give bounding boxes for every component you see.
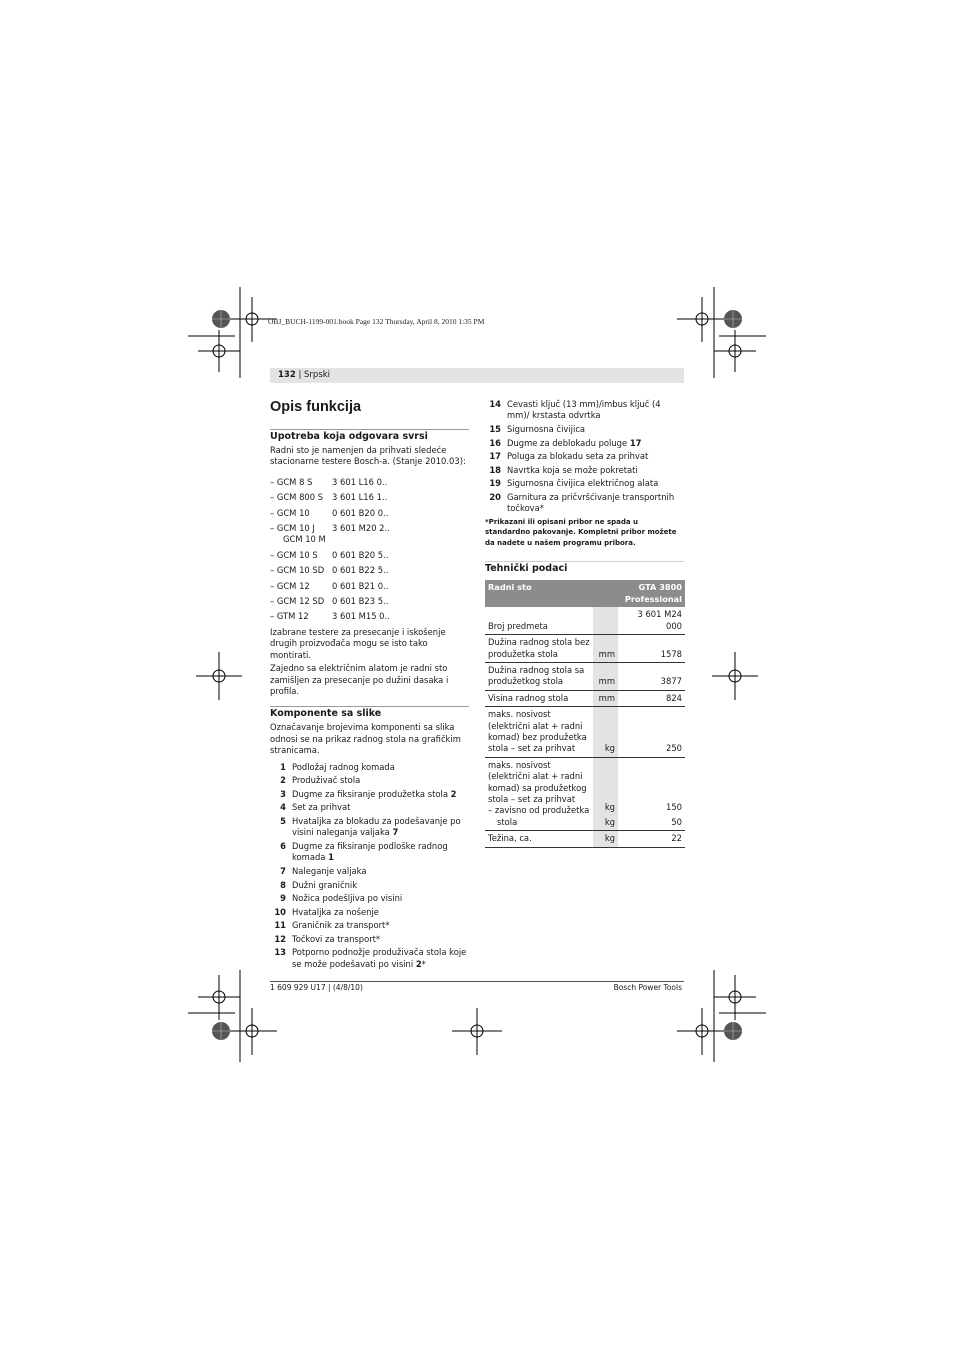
component-label: Podložaj radnog komada [292, 761, 395, 772]
tech-table-row [485, 635, 685, 663]
component-number: 15 [489, 424, 501, 434]
tech-table-row [485, 757, 685, 830]
component-text [292, 947, 469, 970]
component-item [270, 866, 469, 877]
tech-table-row [485, 831, 685, 847]
tech-row-unit-line: kg [604, 802, 615, 813]
component-number: 19 [489, 478, 501, 489]
component-number: 5 [280, 815, 286, 826]
tech-row-value: 1578 [618, 635, 685, 663]
component-text [292, 934, 469, 945]
section-rule [485, 561, 684, 562]
component-reference: 2 [415, 958, 422, 969]
saw-model-name-line: – GCM 8 S [270, 476, 313, 487]
model-line: Professional [624, 593, 682, 604]
component-reference: 7 [392, 827, 399, 838]
tech-row-value: 22 [618, 831, 685, 847]
saw-model-name [270, 477, 332, 488]
saw-model-code: 3 601 L16 1.. [332, 492, 388, 503]
component-text [292, 907, 469, 918]
component-reference: 1 [328, 852, 334, 863]
section-title-components: Komponente sa slike [270, 708, 382, 720]
component-label: Dugme za fiksiranje podloške radnog komada [292, 840, 448, 863]
saw-model-name [270, 596, 332, 607]
saw-model-name-line: – GTM 12 [270, 611, 309, 622]
component-number: 3 [280, 788, 286, 799]
component-item [485, 478, 684, 489]
saw-model-row [270, 508, 469, 519]
component-text [292, 880, 469, 891]
component-item [270, 880, 469, 891]
saw-model-row [270, 581, 469, 592]
component-item [270, 762, 469, 773]
tech-row-unit-line: kg [604, 816, 615, 827]
saw-model-row [270, 550, 469, 561]
component-label: Potporno podnožje produživača stola koje se može podešavati po visini [292, 947, 467, 969]
saw-model-code: 0 601 B23 5.. [332, 596, 389, 607]
component-text [507, 478, 684, 489]
model-name: GTA 3800 [638, 582, 682, 593]
saw-model-code: 0 601 B20 0.. [332, 507, 389, 518]
component-text [292, 762, 469, 773]
component-label: Sigurnosna čivijica [507, 424, 586, 434]
tech-table-row [485, 662, 685, 690]
tech-table-header-right [593, 580, 685, 607]
component-text [292, 893, 469, 904]
saw-model-code: 0 601 B22 5.. [332, 565, 389, 576]
component-text [507, 424, 684, 435]
tech-row-label: maks. nosivost (električni alat + radni komad) bez produžetka stola – set za prihvat [485, 707, 593, 758]
tech-row-value-line: 150 [666, 802, 682, 813]
saw-model-name-line: – GCM 10 J [270, 523, 315, 534]
component-number: 16 [489, 437, 501, 448]
component-label: Cevasti ključ (13 mm)/imbus ključ (4 mm)/ krstasta odvrtka [507, 399, 661, 421]
saw-model-code: 3 601 M15 0.. [332, 611, 390, 622]
component-label: Sigurnosna čivijica električnog alata [507, 478, 659, 489]
component-text [507, 492, 684, 515]
saw-model-row [270, 523, 469, 546]
footer-right: Bosch Power Tools [613, 983, 682, 992]
tech-row-label-line: – zavisno od produžetka [488, 805, 590, 816]
saw-model-name [270, 550, 332, 561]
component-number: 4 [280, 802, 286, 813]
component-label: Dugme za fiksiranje produžetka stola [292, 788, 451, 799]
component-item [270, 920, 469, 931]
component-number: 17 [489, 451, 501, 462]
component-number: 8 [280, 879, 286, 890]
tech-row-label [485, 757, 593, 830]
component-label: Garnitura za pričvršćivanje transportnih točkova* [507, 491, 675, 514]
component-number: 7 [280, 865, 286, 876]
tech-row-value: 3877 [618, 662, 685, 690]
component-text [507, 465, 684, 476]
component-label: Poluga za blokadu seta za prihvat [507, 451, 649, 462]
tech-row-label: Težina, ca. [485, 831, 593, 847]
saw-model-name [270, 523, 332, 546]
component-asterisk: * [421, 958, 426, 969]
saw-model-code: 0 601 B20 5.. [332, 549, 389, 560]
intended-use-paragraph-2: Izabrane testere za presecanje i iskošenje drugih proizvođača mogu se isto tako montirati. [270, 626, 446, 660]
component-label: Set za prihvat [292, 802, 351, 813]
tech-row-unit [593, 757, 618, 830]
header-language: Srpski [304, 370, 331, 380]
component-number: 14 [489, 399, 501, 409]
tech-row-unit: mm [593, 662, 618, 690]
saw-model-name-line: – GCM 800 S [270, 492, 324, 503]
saw-model-name [270, 581, 332, 592]
header-separator: | [295, 370, 305, 380]
saw-model-code: 3 601 M20 2.. [332, 523, 390, 534]
saw-model-name [270, 611, 332, 622]
section-rule [270, 706, 469, 707]
component-label: Navrtka koja se može pokretati [507, 464, 638, 475]
component-text [292, 802, 469, 813]
components-intro: Označavanje brojevima komponenti sa slika odnosi se na prikaz radnog stola na grafičkim stranicama. [270, 722, 461, 756]
component-text [292, 841, 469, 864]
tech-table-header [485, 580, 685, 607]
right-column [485, 399, 684, 848]
component-text [292, 866, 469, 877]
saw-model-row [270, 477, 469, 488]
component-number: 11 [274, 920, 286, 931]
component-number: 2 [280, 775, 286, 786]
saw-model-list [270, 477, 469, 623]
saw-model-row [270, 492, 469, 503]
tech-table-header-left: Radni sto [485, 580, 593, 607]
component-number: 20 [489, 491, 501, 502]
component-text [292, 816, 469, 839]
component-text [292, 920, 469, 931]
component-list-continued [485, 399, 684, 515]
saw-model-name [270, 508, 332, 519]
component-label: Graničnik za transport* [292, 920, 390, 931]
component-item [270, 775, 469, 786]
saw-model-name-line: – GCM 10 SD [270, 565, 325, 576]
component-item [270, 802, 469, 813]
component-label: Hvataljka za nošenje [292, 906, 379, 917]
tech-table-row [485, 607, 685, 634]
saw-model-row [270, 565, 469, 576]
component-text [292, 775, 469, 786]
component-item [270, 816, 469, 839]
tech-row-label-line: stola [497, 816, 518, 827]
saw-model-name-line: – GCM 12 SD [270, 596, 325, 607]
footer-left: 1 609 929 U17 | (4/8/10) [270, 983, 363, 992]
component-item [270, 907, 469, 918]
tech-row-unit: mm [593, 690, 618, 706]
tech-row-unit: kg [593, 707, 618, 758]
component-label: Točkovi za transport* [292, 933, 381, 944]
footer-rule [270, 981, 684, 982]
component-item [270, 841, 469, 864]
component-number: 9 [280, 893, 286, 904]
component-number: 13 [274, 947, 286, 958]
tech-row-unit: mm [593, 635, 618, 663]
component-label: Hvataljka za blokadu za podešavanje po visini naleganja valjaka [292, 815, 461, 838]
component-item [485, 424, 684, 435]
component-item [270, 934, 469, 945]
component-number: 18 [489, 464, 501, 475]
component-reference: 17 [629, 437, 642, 448]
tech-row-value: 250 [618, 707, 685, 758]
intended-use-intro: Radni sto je namenjen da prihvati sledeće stacionarne testere Bosch-a. (Stanje 2010.03): [270, 445, 466, 467]
component-number: 12 [274, 933, 286, 944]
section-rule [270, 429, 469, 430]
saw-model-code: 3 601 L16 0.. [332, 476, 388, 487]
intended-use-paragraph-3: Zajedno sa električnim alatom je radni sto zamišljen za presecanje po dužini dasaka i profila. [270, 663, 449, 696]
component-item [485, 451, 684, 462]
tech-data-table [485, 580, 685, 847]
component-label: Dugme za deblokadu poluge [507, 437, 630, 448]
page-number: 132 [278, 370, 296, 380]
tech-row-label: Visina radnog stola [485, 690, 593, 706]
tech-row-unit: kg [593, 831, 618, 847]
component-reference: 2 [450, 788, 457, 799]
component-item [485, 465, 684, 476]
component-number: 1 [280, 761, 286, 772]
tech-row-value: 3 601 M24 000 [618, 607, 685, 634]
component-item [270, 789, 469, 800]
component-item [270, 947, 469, 970]
saw-model-name-line: – GCM 10 S [270, 549, 318, 560]
tech-row-value [618, 757, 685, 830]
component-item [485, 492, 684, 515]
tech-row-value-line: 50 [671, 816, 682, 827]
component-item [270, 893, 469, 904]
saw-model-name-line: – GCM 12 [270, 580, 310, 591]
component-label: Produživač stola [292, 775, 361, 786]
saw-model-code: 0 601 B21 0.. [332, 580, 389, 591]
saw-model-name-line: GCM 10 M [283, 534, 326, 545]
page-header [270, 368, 684, 383]
section-title-intended-use: Upotreba koja odgovara svrsi [270, 431, 428, 442]
tech-row-unit [593, 607, 618, 634]
component-text [507, 438, 684, 449]
component-number: 10 [274, 906, 286, 917]
component-label: Dužni graničnik [292, 879, 358, 890]
component-text [292, 789, 469, 800]
tech-row-label: Broj predmeta [485, 607, 593, 634]
book-info-line: OBJ_BUCH-1199-001.book Page 132 Thursday, April 8, 2010 1:35 PM [268, 317, 485, 326]
saw-model-name-line: – GCM 10 [270, 507, 310, 518]
tech-row-label-line: maks. nosivost (električni alat + radni komad) sa produžetkog stola – set za prihvat [488, 759, 587, 804]
saw-model-name [270, 492, 332, 503]
accessory-note: *Prikazani ili opisani pribor ne spada u standardno pakovanje. Kompletni pribor možete da nadete u našem programu pribora. [485, 517, 677, 547]
section-title-tech-data: Tehnički podaci [485, 563, 568, 575]
page-title: Opis funkcija [270, 399, 362, 415]
component-number: 6 [280, 840, 286, 851]
left-column [270, 399, 469, 972]
tech-row-label: Dužina radnog stola bez produžetka stola [485, 635, 593, 663]
saw-model-row [270, 611, 469, 622]
tech-row-value: 824 [618, 690, 685, 706]
component-label: Naleganje valjaka [292, 865, 367, 876]
saw-model-row [270, 596, 469, 607]
component-text [507, 399, 684, 422]
component-label: Nožica podešljiva po visini [292, 893, 403, 904]
component-item [485, 438, 684, 449]
saw-model-name [270, 565, 332, 576]
tech-table-row [485, 690, 685, 706]
component-list [270, 762, 469, 971]
tech-table-row [485, 707, 685, 758]
tech-row-label: Dužina radnog stola sa produžetkog stola [485, 662, 593, 690]
component-text [507, 451, 684, 462]
component-item [485, 399, 684, 422]
